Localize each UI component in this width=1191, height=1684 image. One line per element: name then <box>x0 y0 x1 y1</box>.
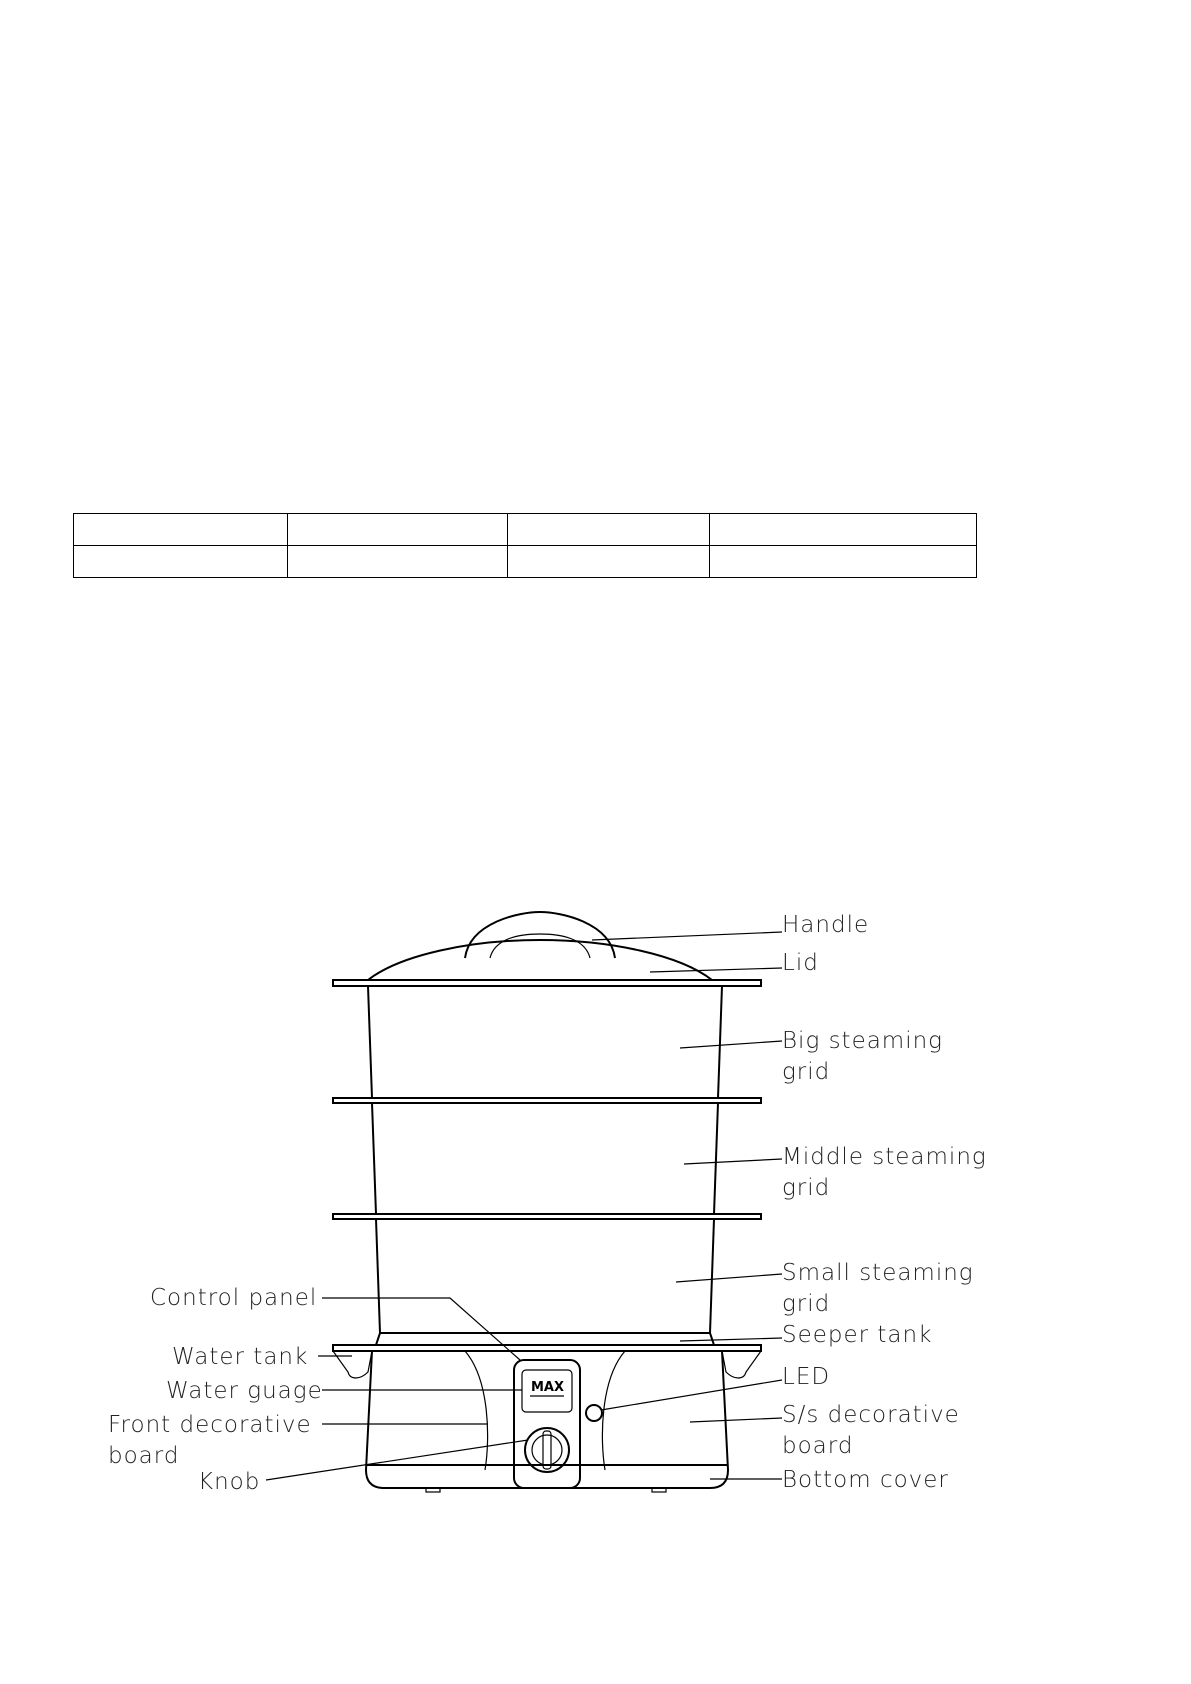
foot-left <box>426 1488 440 1492</box>
label-ss-board-2: board <box>782 1433 854 1459</box>
leader-seeper-tank <box>680 1338 782 1341</box>
leader-ss-board <box>690 1418 782 1422</box>
lid-shape <box>368 940 712 980</box>
led-icon <box>586 1405 602 1421</box>
leader-small-grid <box>676 1274 782 1282</box>
base-body <box>366 1351 728 1488</box>
leader-lines <box>266 932 782 1480</box>
steamer-drawing <box>333 912 761 1492</box>
label-handle: Handle <box>782 912 870 938</box>
handle-shape <box>465 912 615 958</box>
seeper-tank-shape <box>376 1333 714 1345</box>
label-water-tank: Water tank <box>172 1344 309 1370</box>
label-front-board-1: Front decorative <box>108 1412 312 1438</box>
leader-handle <box>592 932 782 940</box>
leader-lid <box>650 968 782 972</box>
small-grid-shape <box>376 1219 714 1333</box>
middle-grid-rim <box>333 1214 761 1219</box>
label-middle-grid-1: Middle steaming <box>782 1144 987 1170</box>
front-decor-left <box>465 1351 488 1470</box>
label-big-grid-1: Big steaming <box>782 1028 943 1054</box>
front-decor-right <box>602 1351 625 1470</box>
lid-rim <box>333 980 761 986</box>
water-tank-rim <box>333 1345 761 1351</box>
handle-inner <box>490 934 590 958</box>
label-control-panel: Control panel <box>150 1285 318 1311</box>
label-front-board-2: board <box>108 1443 180 1469</box>
big-grid-shape <box>368 986 722 1098</box>
leader-led <box>601 1380 782 1410</box>
label-small-grid-1: Small steaming <box>782 1260 974 1286</box>
water-tank-handles <box>333 1351 761 1378</box>
label-lid: Lid <box>782 950 819 976</box>
big-grid-rim <box>333 1098 761 1103</box>
middle-grid-shape <box>372 1103 718 1214</box>
diagram-labels <box>108 912 987 1495</box>
label-led: LED <box>782 1364 831 1390</box>
label-middle-grid-2: grid <box>782 1175 831 1201</box>
leader-knob <box>266 1440 528 1480</box>
leader-big-grid <box>680 1041 782 1048</box>
knob-ring <box>532 1435 562 1465</box>
max-mark-text: MAX <box>531 1380 565 1395</box>
label-water-guage: Water guage <box>166 1378 323 1404</box>
label-ss-board-1: S/s decorative <box>782 1402 960 1428</box>
label-bottom-cover: Bottom cover <box>782 1467 949 1493</box>
label-seeper-tank: Seeper tank <box>782 1322 933 1348</box>
label-big-grid-2: grid <box>782 1059 831 1085</box>
leader-middle-grid <box>684 1159 782 1164</box>
label-small-grid-2: grid <box>782 1291 831 1317</box>
label-knob: Knob <box>198 1469 261 1495</box>
foot-right <box>652 1488 666 1492</box>
knob-grip <box>543 1431 551 1469</box>
